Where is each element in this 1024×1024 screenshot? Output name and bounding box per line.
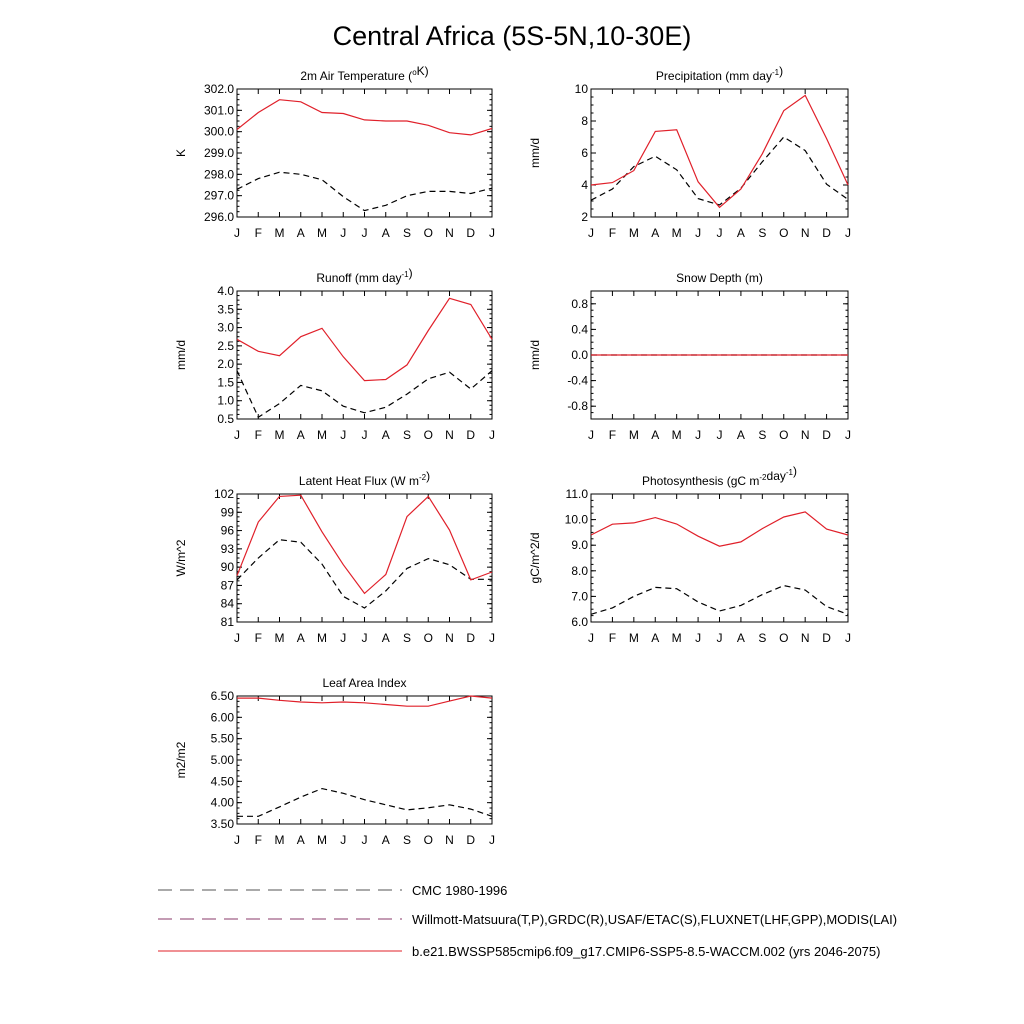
x-tick-label: A bbox=[296, 833, 305, 847]
x-tick-label: D bbox=[822, 631, 831, 645]
x-tick-label: J bbox=[716, 428, 723, 442]
x-tick-label: N bbox=[800, 428, 810, 442]
y-tick-label: 8.0 bbox=[571, 563, 588, 578]
y-axis-label: gC/m^2/d bbox=[528, 532, 542, 584]
x-tick-label: J bbox=[361, 226, 368, 240]
x-tick-label: N bbox=[445, 226, 454, 240]
x-tick-label: A bbox=[296, 428, 305, 442]
x-tick-label: J bbox=[340, 631, 347, 645]
x-tick-label: A bbox=[651, 226, 660, 240]
series-line-model bbox=[591, 512, 848, 546]
y-axis-label: mm/d bbox=[528, 138, 542, 168]
y-tick-label: 81 bbox=[220, 615, 234, 629]
x-tick-label: M bbox=[317, 631, 327, 645]
plot-frame bbox=[237, 696, 492, 824]
x-tick-label: A bbox=[651, 631, 660, 645]
y-tick-label: 4.0 bbox=[217, 284, 234, 298]
x-tick-label: M bbox=[317, 833, 327, 847]
legend-label-2: Willmott-Matsuura(T,P),GRDC(R),USAF/ETAC(S),FLUXNET(LHF,GPP),MODIS(LAI) bbox=[412, 912, 898, 927]
x-tick-label: A bbox=[736, 428, 745, 442]
y-tick-label: 7.0 bbox=[571, 589, 588, 604]
y-tick-label: 299.0 bbox=[203, 146, 234, 160]
x-tick-label: D bbox=[822, 226, 831, 240]
x-tick-label: A bbox=[296, 226, 305, 240]
y-tick-label: 11.0 bbox=[565, 487, 588, 501]
x-tick-label: D bbox=[466, 833, 476, 847]
x-tick-label: A bbox=[736, 631, 745, 645]
y-tick-label: 5.50 bbox=[210, 731, 234, 746]
panel-title: Photosynthesis (gC $m^{-2}day^{-1}$) bbox=[642, 464, 797, 488]
y-tick-label: 90 bbox=[220, 560, 234, 575]
x-tick-label: M bbox=[671, 428, 682, 442]
panel-3 bbox=[174, 266, 495, 442]
x-tick-label: J bbox=[489, 631, 495, 645]
y-tick-label: 301.0 bbox=[203, 103, 234, 118]
panel-2 bbox=[528, 64, 851, 240]
series-line-model bbox=[237, 495, 492, 593]
series-line-model bbox=[237, 298, 492, 380]
x-tick-label: S bbox=[758, 631, 767, 645]
x-tick-label: J bbox=[340, 428, 347, 442]
y-tick-label: 10 bbox=[574, 82, 588, 96]
x-tick-label: O bbox=[779, 226, 789, 240]
x-tick-label: M bbox=[671, 226, 682, 240]
x-tick-label: N bbox=[445, 428, 454, 442]
series-line-obs bbox=[591, 586, 848, 615]
x-tick-label: O bbox=[779, 631, 789, 645]
y-tick-label: -0.8 bbox=[567, 399, 588, 414]
x-tick-label: J bbox=[845, 631, 851, 645]
series-line-obs bbox=[591, 137, 848, 205]
y-tick-label: 6.00 bbox=[210, 710, 234, 725]
x-tick-label: J bbox=[489, 226, 495, 240]
y-tick-label: 102 bbox=[213, 487, 234, 501]
x-tick-label: F bbox=[608, 226, 617, 240]
x-tick-label: A bbox=[381, 428, 390, 442]
y-tick-label: 300.0 bbox=[203, 124, 234, 139]
x-tick-label: J bbox=[695, 226, 702, 240]
y-tick-label: 302.0 bbox=[203, 82, 234, 96]
y-tick-label: 5.00 bbox=[210, 753, 234, 767]
panel-title: Leaf Area Index bbox=[322, 676, 407, 690]
x-tick-label: J bbox=[695, 428, 702, 442]
x-tick-label: M bbox=[274, 226, 285, 240]
y-tick-label: 10.0 bbox=[564, 512, 588, 527]
x-tick-label: N bbox=[800, 226, 810, 240]
y-tick-label: 298.0 bbox=[203, 167, 234, 182]
x-tick-label: F bbox=[254, 428, 262, 442]
panel-title: Runoff (mm day$^{-1}$) bbox=[316, 266, 413, 285]
y-tick-label: 96 bbox=[220, 523, 234, 538]
y-tick-label: 6.0 bbox=[571, 615, 588, 629]
plot-frame bbox=[591, 494, 848, 622]
x-tick-label: J bbox=[361, 428, 368, 442]
y-tick-label: 4.00 bbox=[210, 795, 234, 810]
x-tick-label: D bbox=[822, 428, 831, 442]
y-tick-label: 93 bbox=[220, 541, 234, 556]
panel-5 bbox=[174, 469, 495, 645]
x-tick-label: F bbox=[254, 226, 262, 240]
x-tick-label: M bbox=[317, 226, 327, 240]
y-tick-label: 6.50 bbox=[210, 689, 234, 703]
x-tick-label: J bbox=[588, 428, 594, 442]
panel-6 bbox=[528, 464, 851, 645]
x-tick-label: J bbox=[489, 833, 495, 847]
x-tick-label: J bbox=[234, 631, 240, 645]
y-tick-label: 9.0 bbox=[571, 538, 588, 553]
x-tick-label: F bbox=[254, 833, 262, 847]
x-tick-label: M bbox=[628, 428, 639, 442]
y-axis-label: mm/d bbox=[528, 340, 542, 370]
y-tick-label: 296.0 bbox=[203, 210, 234, 224]
y-tick-label: 3.50 bbox=[210, 817, 234, 831]
panel-title: Latent Heat Flux (W $m^{-2}$) bbox=[298, 469, 431, 488]
y-tick-label: 1.5 bbox=[217, 375, 234, 390]
x-tick-label: J bbox=[234, 226, 240, 240]
x-tick-label: F bbox=[608, 631, 617, 645]
series-line-obs bbox=[237, 540, 492, 608]
series-line-model bbox=[237, 100, 492, 135]
x-tick-label: F bbox=[254, 631, 262, 645]
figure-title: Central Africa (5S-5N,10-30E) bbox=[332, 21, 692, 51]
x-tick-label: S bbox=[402, 226, 412, 240]
y-axis-label: m2/m2 bbox=[174, 741, 188, 779]
series-line-obs bbox=[237, 789, 492, 817]
series-line-obs bbox=[237, 371, 492, 418]
plot-frame bbox=[591, 89, 848, 217]
x-tick-label: D bbox=[466, 631, 476, 645]
x-tick-label: O bbox=[423, 631, 433, 645]
x-tick-label: J bbox=[845, 226, 851, 240]
y-tick-label: 4 bbox=[581, 178, 588, 192]
panel-title: Snow Depth (m) bbox=[676, 271, 763, 285]
y-tick-label: 87 bbox=[220, 578, 234, 593]
x-tick-label: M bbox=[274, 428, 285, 442]
x-tick-label: O bbox=[423, 428, 433, 442]
panel-7 bbox=[174, 676, 495, 847]
x-tick-label: J bbox=[588, 226, 594, 240]
x-tick-label: A bbox=[381, 631, 390, 645]
y-tick-label: 2.5 bbox=[217, 338, 234, 353]
x-tick-label: S bbox=[758, 428, 767, 442]
panel-title: Precipitation (mm day$^{-1}$) bbox=[655, 64, 784, 83]
x-tick-label: S bbox=[402, 631, 412, 645]
y-tick-label: 2.0 bbox=[217, 357, 234, 372]
panels bbox=[174, 64, 851, 847]
y-tick-label: -0.4 bbox=[567, 373, 588, 388]
x-tick-label: J bbox=[340, 833, 347, 847]
x-tick-label: J bbox=[361, 631, 368, 645]
y-axis-label: K bbox=[174, 148, 188, 158]
x-tick-label: A bbox=[381, 833, 390, 847]
legend bbox=[158, 883, 897, 959]
x-tick-label: O bbox=[779, 428, 789, 442]
y-tick-label: 297.0 bbox=[203, 188, 234, 203]
x-tick-label: M bbox=[317, 428, 327, 442]
y-tick-label: 3.5 bbox=[217, 302, 234, 317]
x-tick-label: F bbox=[608, 428, 617, 442]
x-tick-label: N bbox=[800, 631, 810, 645]
x-tick-label: M bbox=[274, 833, 285, 847]
y-tick-label: 99 bbox=[220, 505, 234, 520]
y-tick-label: 0.4 bbox=[571, 322, 588, 337]
y-tick-label: 0.0 bbox=[571, 348, 588, 362]
x-tick-label: J bbox=[716, 226, 723, 240]
x-tick-label: N bbox=[445, 631, 454, 645]
x-tick-label: D bbox=[466, 428, 476, 442]
x-tick-label: J bbox=[361, 833, 368, 847]
x-tick-label: M bbox=[671, 631, 682, 645]
y-tick-label: 6 bbox=[581, 146, 588, 160]
x-tick-label: N bbox=[445, 833, 454, 847]
y-axis-label: mm/d bbox=[174, 340, 188, 370]
x-tick-label: J bbox=[340, 226, 347, 240]
y-tick-label: 2 bbox=[581, 210, 588, 224]
x-tick-label: S bbox=[402, 833, 412, 847]
x-tick-label: M bbox=[628, 226, 639, 240]
x-tick-label: O bbox=[423, 833, 433, 847]
legend-label-3: b.e21.BWSSP585cmip6.f09_g17.CMIP6-SSP5-8.5-WACCM.002 (yrs 2046-2075) bbox=[412, 944, 881, 959]
x-tick-label: J bbox=[234, 428, 240, 442]
x-tick-label: J bbox=[845, 428, 851, 442]
y-tick-label: 3.0 bbox=[217, 320, 234, 335]
plot-frame bbox=[237, 494, 492, 622]
y-tick-label: 4.50 bbox=[210, 774, 234, 789]
x-tick-label: J bbox=[716, 631, 723, 645]
x-tick-label: S bbox=[758, 226, 767, 240]
x-tick-label: A bbox=[381, 226, 390, 240]
x-tick-label: A bbox=[736, 226, 745, 240]
x-tick-label: D bbox=[466, 226, 476, 240]
y-tick-label: 8 bbox=[581, 114, 588, 128]
plot-frame bbox=[237, 89, 492, 217]
y-axis-label: W/m^2 bbox=[174, 539, 188, 577]
x-tick-label: J bbox=[234, 833, 240, 847]
x-tick-label: O bbox=[423, 226, 433, 240]
legend-label-1: CMC 1980-1996 bbox=[412, 883, 508, 898]
panel-1 bbox=[174, 64, 495, 240]
x-tick-label: M bbox=[628, 631, 639, 645]
panel-4 bbox=[528, 271, 851, 442]
series-line-obs bbox=[237, 172, 492, 210]
series-line-model bbox=[591, 95, 848, 207]
x-tick-label: J bbox=[588, 631, 594, 645]
x-tick-label: S bbox=[402, 428, 412, 442]
y-tick-label: 1.0 bbox=[217, 393, 234, 408]
panel-title: 2m Air Temperature ($^o$K) bbox=[300, 64, 429, 83]
y-tick-label: 0.5 bbox=[217, 412, 234, 426]
x-tick-label: J bbox=[695, 631, 702, 645]
x-tick-label: M bbox=[274, 631, 285, 645]
x-tick-label: A bbox=[651, 428, 660, 442]
y-tick-label: 0.8 bbox=[571, 296, 588, 311]
x-tick-label: A bbox=[296, 631, 305, 645]
x-tick-label: J bbox=[489, 428, 495, 442]
y-tick-label: 84 bbox=[220, 596, 234, 611]
